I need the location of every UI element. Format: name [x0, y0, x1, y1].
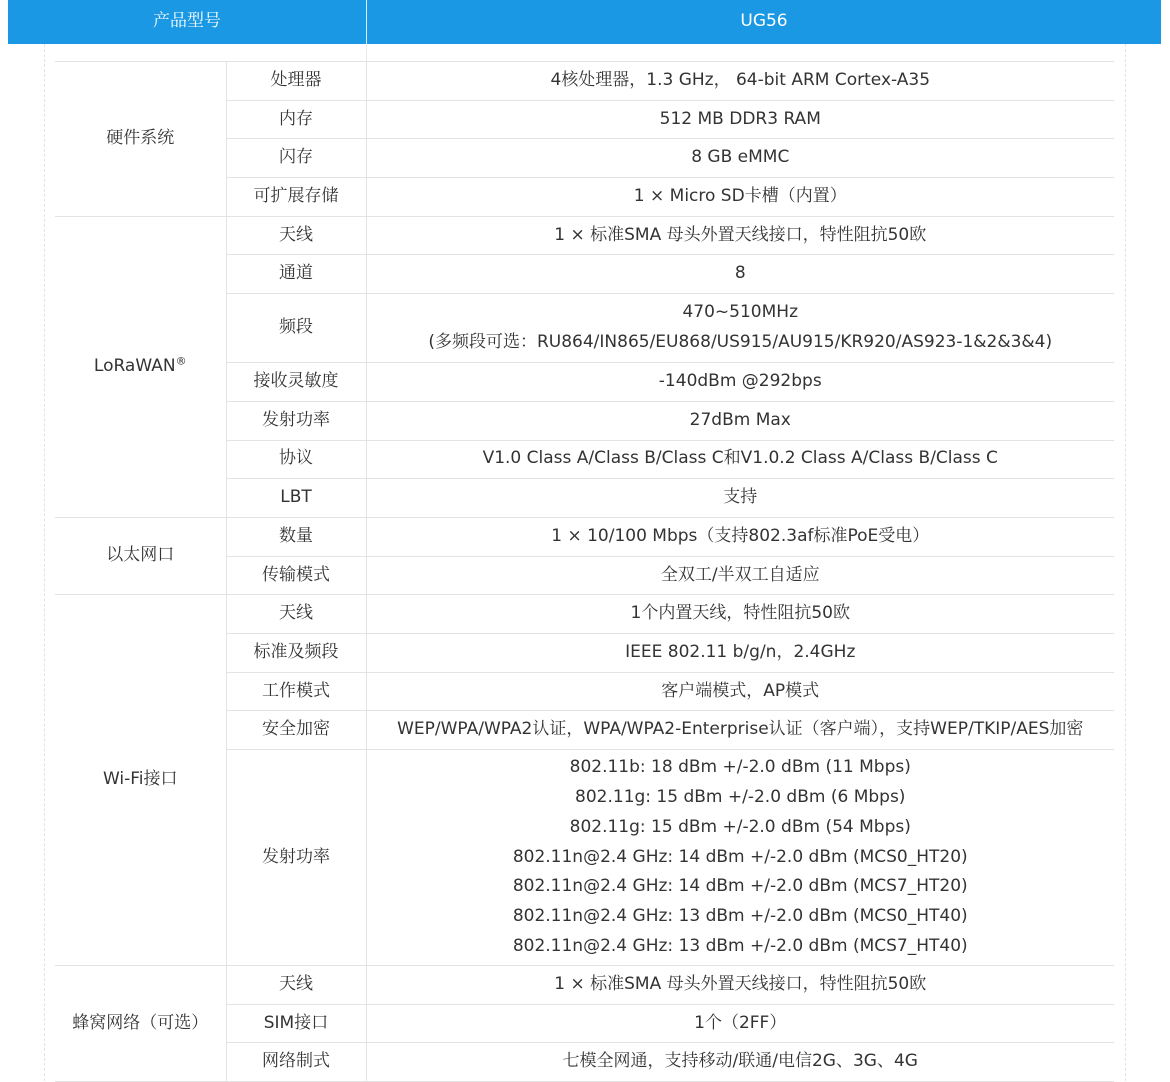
category-cell [55, 216, 226, 517]
spec-value-cell [366, 294, 1114, 363]
spec-label-cell: 数量 [226, 517, 366, 556]
spec-label-cell: 闪存 [226, 139, 366, 178]
spec-label-cell: 传输模式 [226, 556, 366, 595]
spec-value-line: 1 × 10/100 Mbps（支持802.3af标准PoE受电） [551, 525, 930, 546]
spec-table [55, 61, 1114, 1082]
spec-value-cell [366, 966, 1114, 1005]
spec-value-line: 802.11n@2.4 GHz: 14 dBm +/-2.0 dBm (MCS0_HT20) [512, 846, 968, 867]
spec-value-line: (多频段可选：RU864/IN865/EU868/US915/AU915/KR920/AS923-1&2&3&4) [428, 332, 1053, 353]
spec-value-line: 802.11n@2.4 GHz: 13 dBm +/-2.0 dBm (MCS0_HT40) [512, 906, 968, 927]
spec-label-cell: 发射功率 [226, 401, 366, 440]
category-cell [55, 595, 226, 966]
spec-value-line: -140dBm @292bps [658, 371, 822, 392]
spec-value-cell [366, 216, 1114, 255]
spec-label-cell: 频段 [226, 294, 366, 363]
spec-label-cell: 发射功率 [226, 750, 366, 966]
spec-value-line: 1 × 标准SMA 母头外置天线接口，特性阻抗50欧 [554, 224, 927, 245]
category-label: 以太网口 [106, 545, 175, 566]
spec-value-line: 802.11g: 15 dBm +/-2.0 dBm (6 Mbps) [575, 787, 906, 807]
spec-value-line: 27dBm Max [689, 409, 791, 430]
spec-value-line: 470~510MHz [682, 302, 798, 323]
spec-label-cell: 接收灵敏度 [226, 363, 366, 402]
spec-label-cell: 可扩展存储 [226, 178, 366, 217]
spec-value-cell [366, 750, 1114, 966]
spec-table-body [55, 62, 1114, 1082]
spec-value-cell [366, 440, 1114, 479]
spec-value-line: 1 × 标准SMA 母头外置天线接口，特性阻抗50欧 [554, 973, 927, 994]
spec-label-cell: 天线 [226, 595, 366, 634]
spec-label-cell: SIM接口 [226, 1004, 366, 1043]
spec-value-line: 1 × Micro SD卡槽（内置） [633, 186, 847, 206]
table-row [55, 517, 1114, 556]
spec-value-cell [366, 633, 1114, 672]
spec-value-cell [366, 672, 1114, 711]
spec-value-line: 1个内置天线，特性阻抗50欧 [630, 603, 850, 624]
header-model-label: 产品型号 [153, 11, 221, 31]
spec-value-cell [366, 363, 1114, 402]
category-cell [55, 62, 226, 217]
category-label: 蜂窝网络（可选） [72, 1012, 209, 1033]
category-cell [55, 966, 226, 1082]
spec-value-line: IEEE 802.11 b/g/n，2.4GHz [625, 641, 856, 662]
table-row [55, 595, 1114, 634]
header-model-value: UG56 [366, 0, 1161, 44]
spec-label-cell: 标准及频段 [226, 633, 366, 672]
spec-value-cell [366, 62, 1114, 101]
spec-label-cell: 协议 [226, 440, 366, 479]
spec-value-line: 8 GB eMMC [691, 147, 790, 168]
table-row [55, 62, 1114, 101]
spec-value-cell [366, 139, 1114, 178]
spec-value-line: 802.11b: 18 dBm +/-2.0 dBm (11 Mbps) [569, 757, 911, 778]
spec-value-cell [366, 479, 1114, 518]
spec-value-cell [366, 178, 1114, 217]
spec-label-cell: LBT [226, 479, 366, 518]
spec-value-cell [366, 1043, 1114, 1082]
spec-value-line: WEP/WPA/WPA2认证，WPA/WPA2-Enterprise认证（客户端），支持WEP/TKIP/AES加密 [397, 719, 1084, 740]
registered-mark: ® [175, 354, 187, 368]
spec-value-cell [366, 595, 1114, 634]
spec-label-cell: 网络制式 [226, 1043, 366, 1082]
spec-value-line: 8 [734, 263, 746, 284]
spec-label-cell: 安全加密 [226, 711, 366, 750]
spec-value-cell [366, 401, 1114, 440]
frame-left-border [44, 44, 45, 1081]
spec-label-cell: 天线 [226, 216, 366, 255]
category-cell [55, 517, 226, 594]
spec-value-line: 七模全网通，支持移动/联通/电信2G、3G、4G [562, 1051, 918, 1072]
spec-value-cell [366, 517, 1114, 556]
category-label: LoRaWAN [93, 355, 176, 376]
spec-value-line: 4核处理器，1.3 GHz， 64-bit ARM Cortex-A35 [550, 69, 931, 90]
table-row [55, 216, 1114, 255]
spec-value-cell [366, 100, 1114, 139]
spec-value-line: 802.11n@2.4 GHz: 13 dBm +/-2.0 dBm (MCS7_HT40) [512, 935, 968, 956]
table-header [8, 0, 1161, 44]
spec-value-line: 客户端模式，AP模式 [661, 680, 820, 701]
category-label: 硬件系统 [106, 127, 175, 148]
spec-value-line: 802.11g: 15 dBm +/-2.0 dBm (54 Mbps) [569, 816, 911, 837]
spec-value-line: 512 MB DDR3 RAM [659, 108, 821, 129]
spec-label-cell: 天线 [226, 966, 366, 1005]
spec-label-cell: 工作模式 [226, 672, 366, 711]
table-row [55, 966, 1114, 1005]
spec-value-line: 802.11n@2.4 GHz: 14 dBm +/-2.0 dBm (MCS7_HT20) [512, 876, 968, 897]
spec-value-cell [366, 711, 1114, 750]
spec-value-cell [366, 1004, 1114, 1043]
category-label: Wi-Fi接口 [102, 769, 178, 790]
header-divider [366, 44, 367, 62]
spec-label-cell: 内存 [226, 100, 366, 139]
spec-value-cell [366, 556, 1114, 595]
spec-value-line: 支持 [723, 487, 758, 508]
spec-value-line: 全双工/半双工自适应 [660, 564, 820, 585]
spec-value-line: 1个（2FF） [694, 1012, 787, 1033]
frame-right-border [1125, 44, 1126, 1081]
spec-value-cell [366, 255, 1114, 294]
spec-label-cell: 处理器 [226, 62, 366, 101]
spec-value-line: V1.0 Class A/Class B/Class C和V1.0.2 Class A/Class B/Class C [482, 448, 998, 469]
spec-label-cell: 通道 [226, 255, 366, 294]
